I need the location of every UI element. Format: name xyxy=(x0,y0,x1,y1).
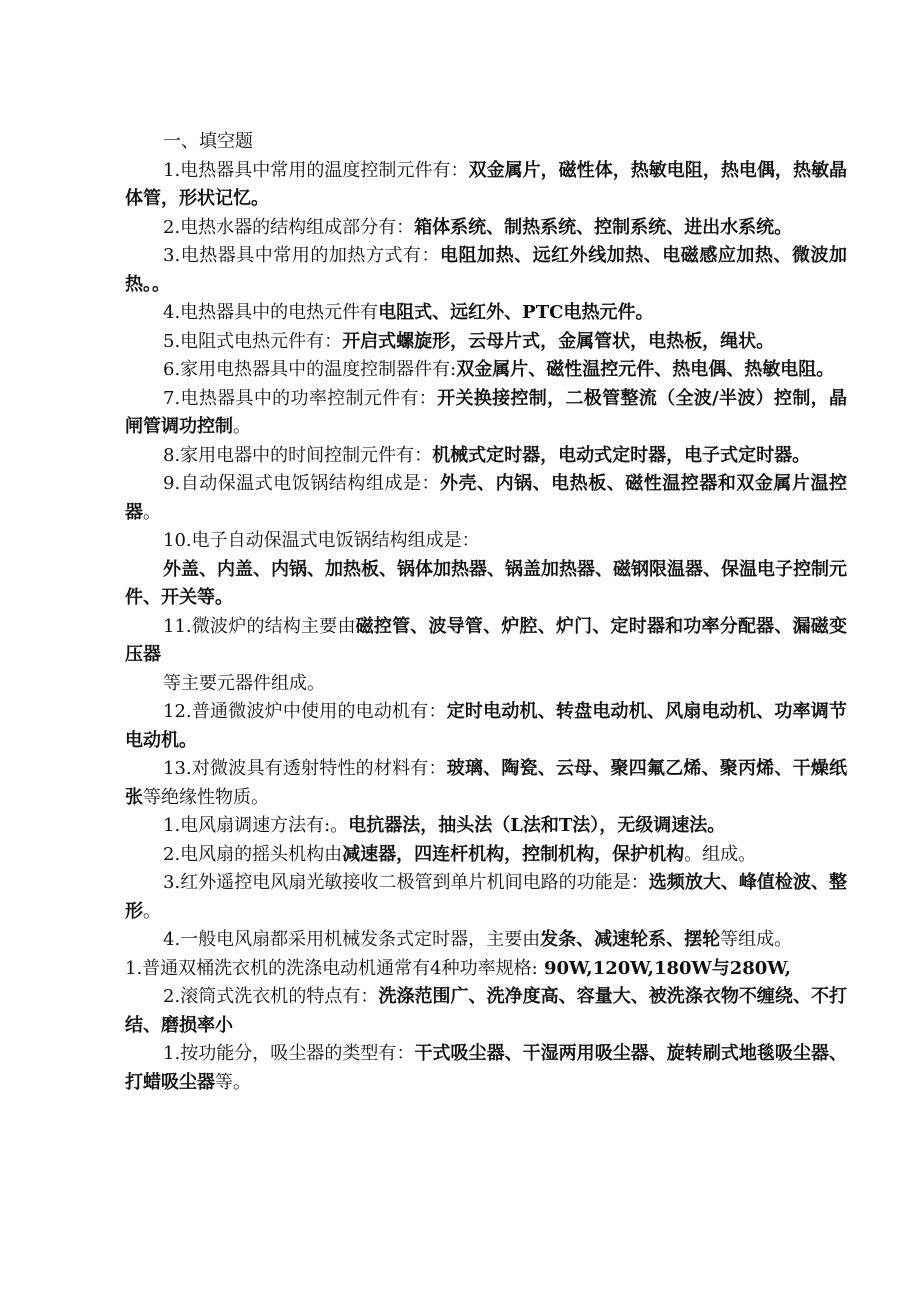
question-text: 12.普通微波炉中使用的电动机有： xyxy=(163,701,447,722)
question-text: 。 xyxy=(233,416,251,437)
answer-text: 90W,120W,180W与280W, xyxy=(537,957,791,979)
question-paragraph xyxy=(125,670,847,699)
answer-text: 洗涤范围广、洗净度高、容量大、被洗涤衣物不缠绕、不打结、磨损率小 xyxy=(125,986,847,1036)
answer-text: 电抗器法，抽头法（L法和T法），无级调速法。 xyxy=(348,815,726,836)
answer-text: 双金属片，磁性体，热敏电阻，热电偶，热敏晶体管，形状记忆。 xyxy=(125,159,847,209)
question-paragraph xyxy=(125,983,847,1040)
question-text: 1.电风扇调速方法有:。 xyxy=(163,815,349,836)
question-paragraph xyxy=(125,242,847,299)
question-text: 等。 xyxy=(215,1071,251,1093)
answer-text: 选频放大、峰值检波、整形 xyxy=(125,872,848,922)
question-paragraph xyxy=(125,442,847,471)
question-paragraph xyxy=(125,812,847,841)
answer-text: 玻璃、陶瓷、云母、聚四氟乙烯、聚丙烯、干燥纸张 xyxy=(125,758,848,808)
question-paragraph xyxy=(125,157,847,214)
question-paragraph xyxy=(125,356,847,385)
answer-text: 电阻加热、远红外线加热、电磁感应加热、微波加热。。 xyxy=(125,245,847,295)
question-text: 4.电热器具中的电热元件有 xyxy=(163,302,379,323)
question-text: 1.按功能分，吸尘器的类型有： xyxy=(163,1043,415,1064)
question-text: 5.电阻式电热元件有： xyxy=(163,330,343,352)
question-text: 等组成。 xyxy=(720,929,793,950)
answer-text: 外壳、内锅、电热板、磁性温控器和双金属片温控器 xyxy=(125,473,847,523)
question-text: 2.电热水器的结构组成部分有： xyxy=(163,216,415,238)
section-heading xyxy=(125,128,847,157)
answer-text: 双金属片、磁性温控元件、热电偶、热敏电阻。 xyxy=(456,359,835,380)
question-paragraph xyxy=(125,556,847,613)
question-text: 10.电子自动保温式电饭锅结构组成是： xyxy=(163,530,480,551)
answer-text: 磁控管、波导管、炉腔、炉门、定时器和功率分配器、漏磁变压器 xyxy=(125,615,847,665)
question-paragraph xyxy=(125,926,847,955)
question-text: 7.电热器具中的功率控制元件有： xyxy=(163,387,438,409)
question-text: 1.普通双桶洗衣机的洗涤电动机通常有4种功率规格: xyxy=(125,957,538,979)
question-text: 。组成。 xyxy=(684,843,757,865)
question-text: 3.电热器具中常用的加热方式有： xyxy=(163,245,441,266)
question-paragraph xyxy=(125,1040,847,1097)
question-paragraph xyxy=(125,869,847,926)
question-text: 9.自动保温式电饭锅结构组成是： xyxy=(163,473,441,494)
question-text: 8.家用电器中的时间控制元件有： xyxy=(163,444,433,466)
question-text: 2.电风扇的摇头机构由 xyxy=(163,843,343,865)
question-text: 。 xyxy=(143,900,161,922)
answer-text: 开启式螺旋形，云母片式，金属管状，电热板，绳状。 xyxy=(342,330,775,352)
question-paragraph xyxy=(125,214,847,243)
question-text: 一、填空题 xyxy=(163,131,253,152)
question-paragraph xyxy=(125,470,847,527)
question-paragraph xyxy=(125,328,847,357)
answer-text: 箱体系统、制热系统、控制系统、进出水系统。 xyxy=(414,216,793,238)
question-text: 等绝缘性物质。 xyxy=(143,786,269,808)
question-paragraph xyxy=(125,698,847,755)
answer-text: 定时电动机、转盘电动机、风扇电动机、功率调节电动机。 xyxy=(125,701,848,751)
question-paragraph xyxy=(125,385,847,442)
question-paragraph xyxy=(125,841,847,870)
answer-text: 减速器，四连杆机构，控制机构，保护机构 xyxy=(342,843,685,865)
question-text: 。 xyxy=(143,501,161,523)
question-text: 6.家用电热器具中的温度控制器件有: xyxy=(163,359,457,380)
answer-text: 开关换接控制，二极管整流（全波/半波）控制，晶闸管调功控制 xyxy=(125,387,847,437)
question-paragraph xyxy=(125,527,847,556)
question-text: 3.红外遥控电风扇光敏接收二极管到单片机间电路的功能是： xyxy=(163,872,649,893)
answer-text: 干式吸尘器、干湿两用吸尘器、旋转刷式地毯吸尘器、打蜡吸尘器 xyxy=(125,1043,847,1093)
question-text: 4.一般电风扇都采用机械发条式定时器，主要由 xyxy=(163,929,541,950)
answer-text: 机械式定时器，电动式定时器，电子式定时器。 xyxy=(432,444,811,466)
question-paragraph xyxy=(125,613,847,670)
question-paragraph xyxy=(125,755,847,812)
answer-text: 电阻式、远红外、PTC电热元件。 xyxy=(378,302,654,323)
question-paragraph xyxy=(125,299,847,328)
answer-text: 发条、减速轮系、摆轮 xyxy=(540,929,721,950)
question-text: 等主要元器件组成。 xyxy=(163,672,325,694)
document-body xyxy=(125,128,847,1097)
question-text: 2.滚筒式洗衣机的特点有： xyxy=(163,986,379,1007)
answer-text: 外盖、内盖、内锅、加热板、锅体加热器、锅盖加热器、磁钢限温器、保温电子控制元件、开关等。 xyxy=(125,558,847,608)
question-text: 13.对微波具有透射特性的材料有： xyxy=(163,758,447,779)
question-text: 11.微波炉的结构主要由 xyxy=(163,615,356,637)
question-text: 1.电热器具中常用的温度控制元件有： xyxy=(163,159,469,181)
question-paragraph xyxy=(125,955,847,984)
